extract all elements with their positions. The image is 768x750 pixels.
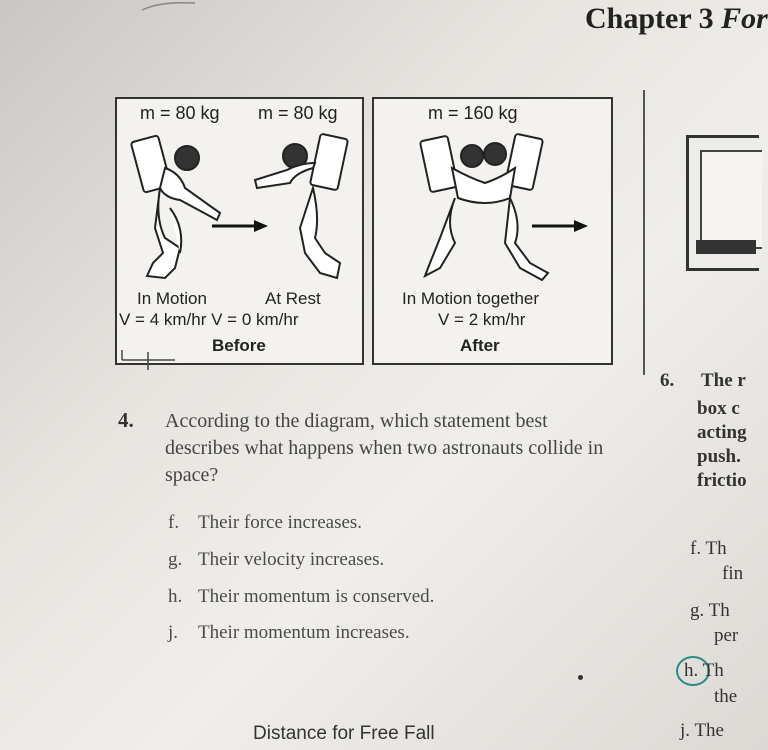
q6-option-f-cont: fin [722, 563, 744, 584]
option-text: Th [705, 538, 727, 559]
after-label: After [460, 336, 500, 355]
option-text: Th [708, 600, 730, 621]
motion-arrow-together [530, 218, 590, 234]
chapter-heading [585, 2, 768, 36]
astronaut-moving-illustration [125, 128, 235, 288]
chapter-title: Chapter 3 [585, 2, 714, 35]
velocity-label-after: V = 2 km/hr [438, 310, 526, 329]
answer-option-h[interactable] [168, 586, 434, 608]
question-text: According to the diagram, which statement best describes what happens when two astronauts collide in space? [165, 410, 604, 486]
option-text: Th [702, 660, 724, 681]
answer-option-j[interactable] [168, 622, 410, 644]
astronaut-at-rest-illustration [245, 128, 355, 288]
option-letter: j. [680, 720, 691, 741]
pen-mark [140, 0, 200, 14]
question-6-line: push. [697, 446, 741, 467]
mass-label-combined: m = 160 kg [428, 103, 518, 123]
dot-mark [578, 675, 583, 680]
option-letter: j. [168, 622, 179, 643]
section-caption: Distance for Free Fall [253, 723, 435, 744]
option-text: Their force increases. [198, 512, 363, 533]
q6-option-g-cont: per [714, 625, 739, 646]
option-text: Their velocity increases. [198, 549, 385, 570]
option-text: The [694, 720, 724, 741]
question-6-line: The r [701, 370, 746, 391]
option-text: Their momentum increases. [198, 622, 410, 643]
option-letter: f. [168, 512, 180, 533]
answer-option-f[interactable] [168, 512, 362, 534]
mass-label-left: m = 80 kg [140, 103, 220, 123]
figure-base [696, 240, 756, 254]
q6-option-h-cont: the [714, 686, 738, 707]
state-label-left: In Motion [137, 289, 207, 308]
question-6-line: acting [697, 422, 747, 443]
q6-option-f[interactable] [690, 538, 727, 560]
answer-option-g[interactable] [168, 549, 384, 571]
q6-option-g[interactable] [690, 600, 730, 622]
option-letter: h. [684, 660, 699, 681]
before-label: Before [212, 336, 266, 355]
question-6-number: 6. [660, 370, 675, 391]
velocity-label-before: V = 4 km/hr V = 0 km/hr [119, 310, 299, 329]
option-letter: f. [690, 538, 702, 559]
question-number: 4. [118, 408, 134, 432]
option-letter: g. [690, 600, 705, 621]
state-label-right: At Rest [265, 289, 321, 308]
option-letter: g. [168, 549, 183, 570]
option-letter: h. [168, 586, 183, 607]
chapter-title-fragment: For [721, 2, 768, 35]
state-label-together: In Motion together [402, 289, 540, 308]
option-text: Their momentum is conserved. [198, 586, 435, 607]
astronauts-together-illustration [410, 128, 560, 288]
question-6-line: frictio [697, 470, 747, 491]
mass-label-right: m = 80 kg [258, 103, 338, 123]
q6-option-j[interactable] [680, 720, 724, 742]
q6-option-h[interactable] [684, 660, 724, 682]
figure-inner [700, 150, 762, 249]
question-6-line: box c [697, 398, 740, 419]
column-divider [643, 90, 645, 375]
crop-mark [120, 348, 180, 372]
